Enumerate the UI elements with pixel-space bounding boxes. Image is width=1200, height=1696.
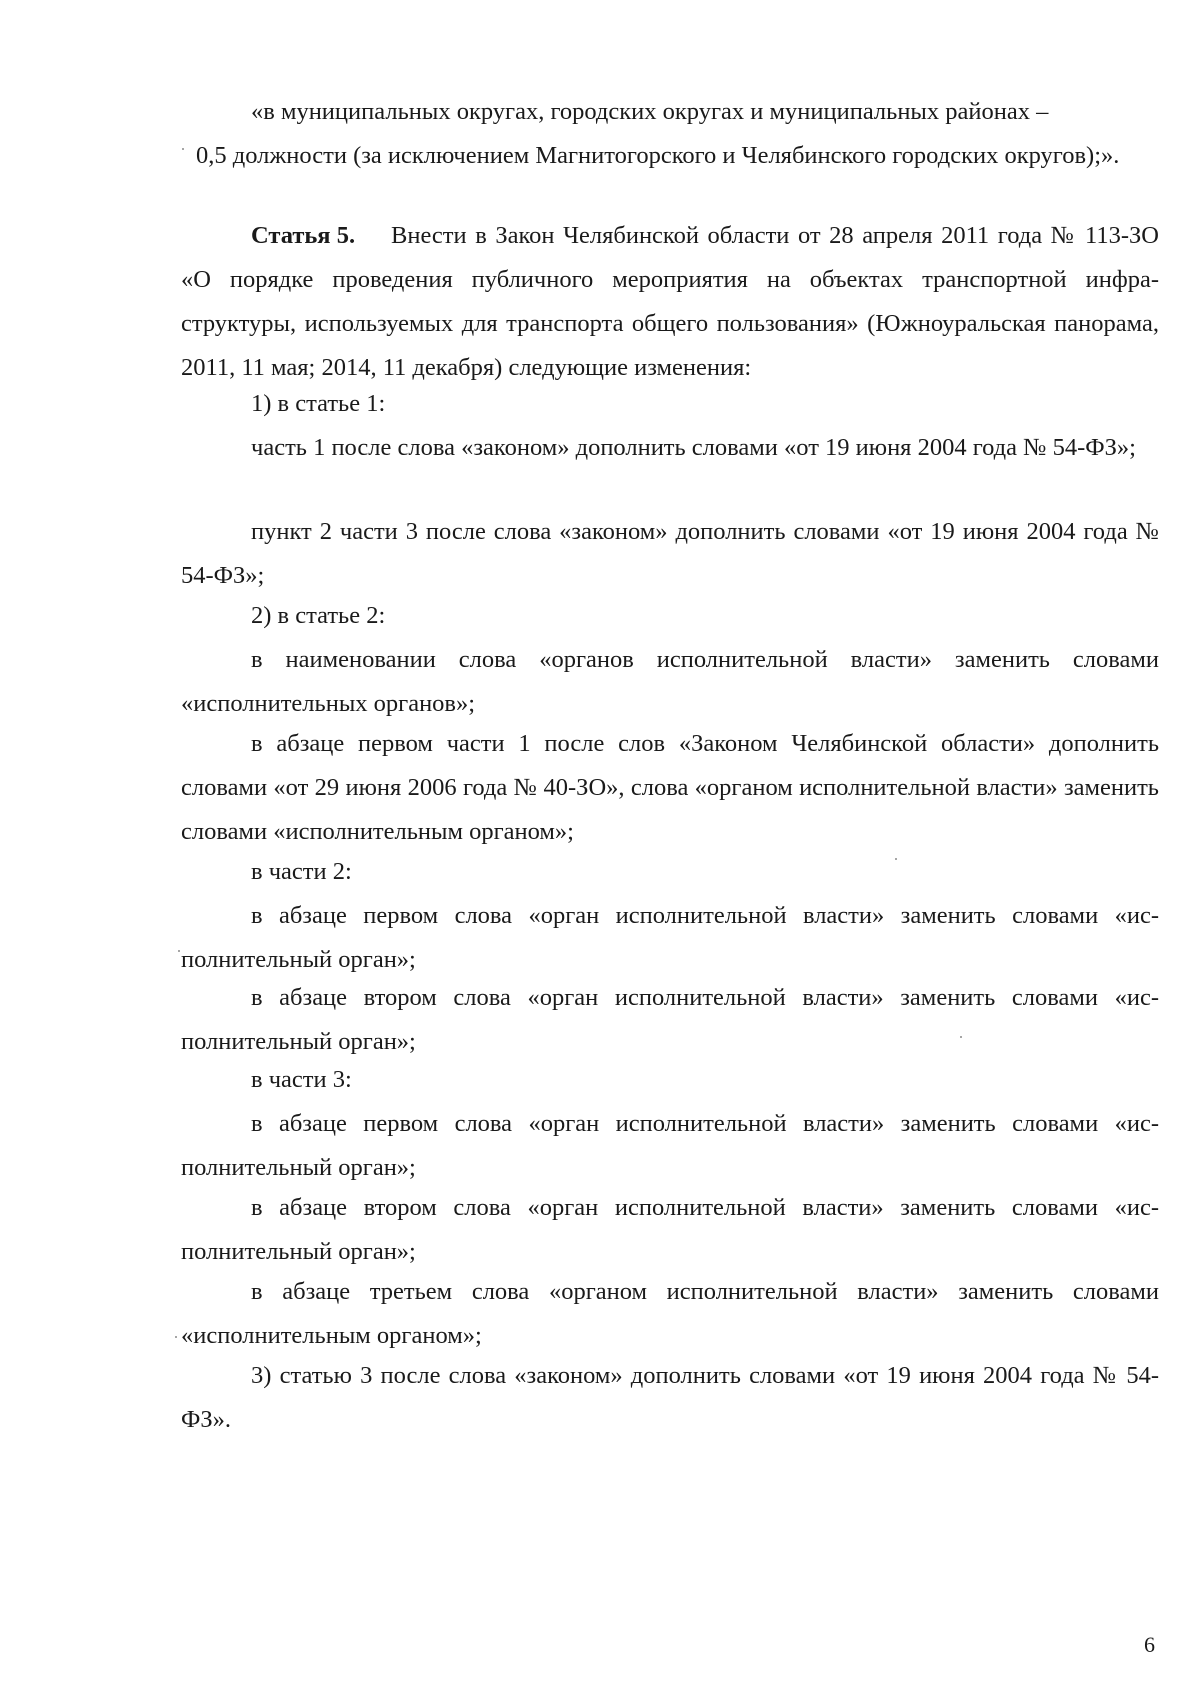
paragraph-part-1-first: в абзаце первом части 1 после слов «Законом Челябинской области» дополнить словами «от 29 июня 2006 года № 40-ЗО», слова «органом исполнительной власти» заменить словами «исполнительным органом»;	[181, 730, 1159, 845]
scan-speck	[175, 1336, 177, 1338]
page-number: 6	[1144, 1632, 1155, 1657]
paragraph-item-1: 1) в статье 1:	[251, 390, 386, 417]
article-text: Внести в Закон Челябинской области от 28 апреля 2011 года № 113-ЗО «О порядке проведения публичного мероприятия на объектах транспортной инфраструктуры, используемых для транспорта общего пользования» (Южноуральская панорама, 2011, 11 мая; 2014, 11 декабря) следующие изменения:	[181, 222, 1159, 381]
paragraph-title-change: в наименовании слова «органов исполнительной власти» заменить словами «исполнительных органов»;	[181, 646, 1159, 717]
paragraph-part-2-second: в абзаце втором слова «орган исполнительной власти» заменить словами «исполнительный орган»;	[181, 984, 1159, 1055]
paragraph-part-3-first: в абзаце первом слова «орган исполнительной власти» заменить словами «исполнительный орган»;	[181, 1110, 1159, 1181]
paragraph-part-3-third: в абзаце третьем слова «органом исполнительной власти» заменить словами «исполнительным органом»;	[181, 1278, 1159, 1349]
article-label: Статья 5.	[251, 222, 356, 249]
paragraph-part-2-first: в абзаце первом слова «орган исполнительной власти» заменить словами «исполнительный орган»;	[181, 902, 1159, 973]
paragraph-part-3: в части 3:	[251, 1066, 352, 1093]
paragraph-item-3: 3) статью 3 после слова «законом» дополнить словами «от 19 июня 2004 года № 54-ФЗ».	[181, 1362, 1159, 1433]
scan-speck	[182, 148, 184, 150]
paragraph-item-2: 2) в статье 2:	[251, 602, 386, 629]
paragraph-part-3-second: в абзаце втором слова «орган исполнительной власти» заменить словами «исполнительный орган»;	[181, 1194, 1159, 1265]
article-5-paragraph	[181, 214, 1159, 390]
paragraph-part-2: в части 2:	[251, 858, 352, 885]
intro-line-2: 0,5 должности (за исключением Магнитогорского и Челябинского городских округов);».	[196, 142, 1120, 169]
scan-speck	[960, 1036, 962, 1038]
paragraph-part-1: часть 1 после слова «законом» дополнить словами «от 19 июня 2004 года № 54-ФЗ»;	[251, 434, 1136, 461]
scan-speck	[178, 950, 180, 952]
intro-line-1: «в муниципальных округах, городских округах и муниципальных районах –	[251, 98, 1049, 125]
scan-speck	[895, 858, 897, 860]
paragraph-point-2: пункт 2 части 3 после слова «законом» дополнить словами «от 19 июня 2004 года № 54-ФЗ»;	[181, 518, 1159, 589]
